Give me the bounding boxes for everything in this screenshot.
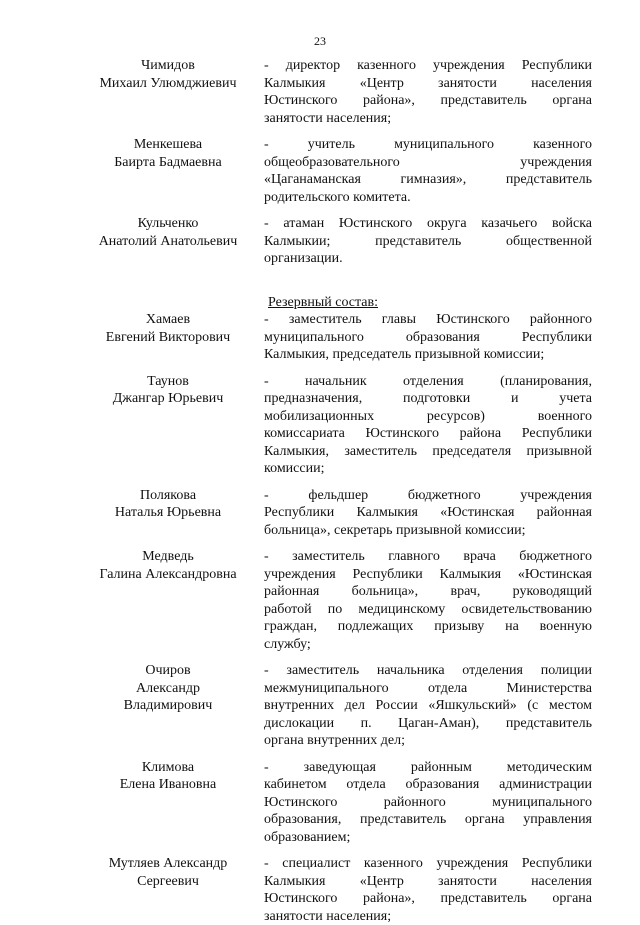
member-given-names: Сергеевич bbox=[72, 873, 264, 891]
description-line: комиссии; bbox=[264, 460, 592, 478]
member-name bbox=[72, 759, 264, 847]
member-description bbox=[264, 57, 592, 127]
reserve-member-entry bbox=[72, 487, 592, 540]
description-line: Калмыкия, председатель призывной комиссии; bbox=[264, 346, 592, 364]
member-name bbox=[72, 311, 264, 364]
member-surname: Хамаев bbox=[72, 311, 264, 329]
description-line: комиссариата Юстинского района Республики bbox=[264, 425, 592, 443]
description-line: образованием; bbox=[264, 829, 592, 847]
description-line: мобилизационных ресурсов) военного bbox=[264, 408, 592, 426]
member-surname: Чимидов bbox=[72, 57, 264, 75]
member-name bbox=[72, 136, 264, 206]
member-name bbox=[72, 855, 264, 925]
member-description bbox=[264, 548, 592, 653]
description-line: - заместитель начальника отделения полиции bbox=[264, 662, 592, 680]
reserve-member-entry bbox=[72, 548, 592, 653]
member-surname: Менкешева bbox=[72, 136, 264, 154]
description-line: органа внутренних дел; bbox=[264, 732, 592, 750]
member-given-names: Михаил Улюмджиевич bbox=[72, 75, 264, 93]
description-line: - заместитель главы Юстинского районного bbox=[264, 311, 592, 329]
member-description bbox=[264, 487, 592, 540]
member-description bbox=[264, 662, 592, 750]
description-line: учреждения Республики Калмыкия «Юстинская bbox=[264, 566, 592, 584]
description-line: организации. bbox=[264, 250, 592, 268]
description-line: - директор казенного учреждения Республики bbox=[264, 57, 592, 75]
description-line: - учитель муниципального казенного bbox=[264, 136, 592, 154]
member-surname: Таунов bbox=[72, 373, 264, 391]
member-description bbox=[264, 215, 592, 268]
member-surname: Полякова bbox=[72, 487, 264, 505]
description-line: службу; bbox=[264, 636, 592, 654]
member-name bbox=[72, 487, 264, 540]
description-line: общеобразовательного учреждения bbox=[264, 154, 592, 172]
member-surname: Медведь bbox=[72, 548, 264, 566]
member-given-names: Евгений Викторович bbox=[72, 329, 264, 347]
page-number: 23 bbox=[0, 34, 640, 49]
description-line: межмуниципального отдела Министерства bbox=[264, 680, 592, 698]
member-given-names: Елена Ивановна bbox=[72, 776, 264, 794]
description-line: Калмыкии; представитель общественной bbox=[264, 233, 592, 251]
member-patronymic: Владимирович bbox=[72, 697, 264, 715]
description-line: Калмыкия «Центр занятости населения bbox=[264, 75, 592, 93]
description-line: Юстинского района», представитель органа bbox=[264, 92, 592, 110]
reserve-member-entry bbox=[72, 373, 592, 478]
description-line: Юстинского районного муниципального bbox=[264, 794, 592, 812]
description-line: Юстинского района», представитель органа bbox=[264, 890, 592, 908]
description-line: работой по медицинскому освидетельствованию bbox=[264, 601, 592, 619]
description-line: предназначения, подготовки и учета bbox=[264, 390, 592, 408]
member-entry bbox=[72, 136, 592, 206]
reserve-member-entry bbox=[72, 759, 592, 847]
member-name bbox=[72, 57, 264, 127]
member-given-names: Джангар Юрьевич bbox=[72, 390, 264, 408]
description-line: граждан, подлежащих призыву на военную bbox=[264, 618, 592, 636]
description-line: больница», секретарь призывной комиссии; bbox=[264, 522, 592, 540]
member-name bbox=[72, 662, 264, 750]
member-given-names: Анатолий Анатольевич bbox=[72, 233, 264, 251]
description-line: Калмыкия «Центр занятости населения bbox=[264, 873, 592, 891]
description-line: Республики Калмыкия «Юстинская районная bbox=[264, 504, 592, 522]
member-given-names: Галина Александровна bbox=[72, 566, 264, 584]
member-description bbox=[264, 136, 592, 206]
description-line: - фельдшер бюджетного учреждения bbox=[264, 487, 592, 505]
description-line: Калмыкия, заместитель председателя призывной bbox=[264, 443, 592, 461]
member-given-names: Наталья Юрьевна bbox=[72, 504, 264, 522]
member-given-names: Баирта Бадмаевна bbox=[72, 154, 264, 172]
description-line: образования, представитель органа управления bbox=[264, 811, 592, 829]
member-description bbox=[264, 759, 592, 847]
member-name bbox=[72, 373, 264, 478]
reserve-heading: Резервный состав: bbox=[268, 294, 592, 312]
description-line: муниципального образования Республики bbox=[264, 329, 592, 347]
description-line: районная больница», врач, руководящий bbox=[264, 583, 592, 601]
member-description bbox=[264, 311, 592, 364]
description-line: дислокации п. Цаган-Аман), представитель bbox=[264, 715, 592, 733]
member-name bbox=[72, 215, 264, 268]
member-given-names: Александр bbox=[72, 680, 264, 698]
description-line: - заведующая районным методическим bbox=[264, 759, 592, 777]
description-line: - начальник отделения (планирования, bbox=[264, 373, 592, 391]
description-line: - специалист казенного учреждения Республики bbox=[264, 855, 592, 873]
description-line: занятости населения; bbox=[264, 908, 592, 925]
member-entry bbox=[72, 215, 592, 268]
description-line: внутренних дел России «Яшкульский» (с местом bbox=[264, 697, 592, 715]
reserve-member-entry bbox=[72, 662, 592, 750]
reserve-member-entry bbox=[72, 855, 592, 925]
description-line: родительского комитета. bbox=[264, 189, 592, 207]
member-surname: Климова bbox=[72, 759, 264, 777]
description-line: кабинетом отдела образования администрации bbox=[264, 776, 592, 794]
member-description bbox=[264, 855, 592, 925]
member-entry bbox=[72, 57, 592, 127]
reserve-member-entry bbox=[72, 311, 592, 364]
member-name bbox=[72, 548, 264, 653]
member-surname: Мутляев Александр bbox=[72, 855, 264, 873]
description-line: занятости населения; bbox=[264, 110, 592, 128]
member-surname: Кульченко bbox=[72, 215, 264, 233]
member-surname: Очиров bbox=[72, 662, 264, 680]
description-line: - атаман Юстинского округа казачьего войска bbox=[264, 215, 592, 233]
description-line: «Цаганаманская гимназия», представитель bbox=[264, 171, 592, 189]
description-line: - заместитель главного врача бюджетного bbox=[264, 548, 592, 566]
member-description bbox=[264, 373, 592, 478]
commission-list bbox=[72, 57, 592, 925]
